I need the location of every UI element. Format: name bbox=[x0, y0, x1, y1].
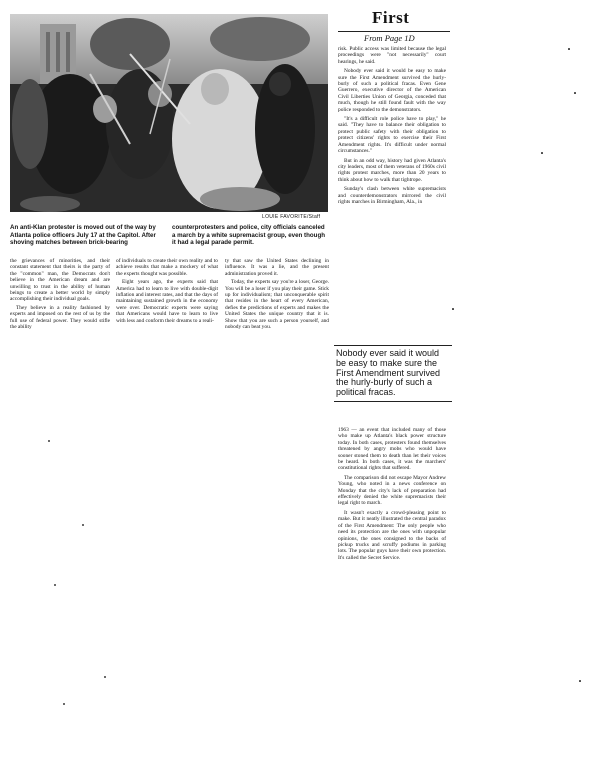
photo-credit: LOUIE FAVORITE/Staff bbox=[262, 214, 321, 220]
scan-speck bbox=[82, 524, 84, 526]
scan-speck bbox=[541, 152, 543, 154]
scan-speck bbox=[452, 308, 454, 310]
paragraph: ty that saw the United States declining in influence. It was a lie, and the present administration proved it. bbox=[225, 258, 329, 277]
divider bbox=[338, 31, 450, 32]
crowd-photo-graphic bbox=[10, 14, 328, 212]
paragraph: Nobody ever said it would be easy to make sure the First Amendment survived the hurly-burly of such a political fracas. Even Gene Guerrero, executive director of the American Civil Liberties Union of Georgia, conceded that much, though he still found fault with the way police responded to the demonstrators. bbox=[338, 68, 446, 113]
article-column-1 bbox=[10, 258, 110, 332]
scan-speck bbox=[568, 48, 570, 50]
article-column-3 bbox=[225, 258, 329, 332]
paragraph: the grievances of minorities, and their constant statement that theirs is the party of the "common" man, the Democrats don't believe in the American dream and are unwilling to trust in the ability of human beings to create a better world by simply accomplishing their individual goals. bbox=[10, 258, 110, 303]
scan-speck bbox=[48, 440, 50, 442]
paragraph: The comparison did not escape Mayor Andrew Young, who noted in a news conference on Monday that the city's lack of preparation had effectively denied the white supremacists their legal right to march. bbox=[338, 474, 446, 507]
article-column-2 bbox=[116, 258, 218, 326]
scan-speck bbox=[104, 676, 106, 678]
paragraph: Eight years ago, the experts said that America had to learn to live with double-digit inflation and interest rates, and that the days of maintaining sustained growth in the economy were over. Democratic experts were saying that Americans would have to learn to live with less and conform their dreams to a reali- bbox=[116, 279, 218, 324]
photo-caption-right: counterprotesters and police, city officials canceled a march by a white supremacist group, even though it had a legal parade permit. bbox=[172, 224, 326, 247]
right-column-top bbox=[338, 46, 446, 208]
pull-quote-text: Nobody ever said it would be easy to make sure the First Amendment survived the hurly-burly of such a political fracas. bbox=[336, 348, 441, 398]
paragraph: They believe in a reality fashioned by experts and imposed on the rest of us by the full use of federal power. They would stifle the ability bbox=[10, 304, 110, 331]
paragraph: risk. Public access was limited because the legal proceedings were "not necessarily" court hearings, he said. bbox=[338, 46, 446, 65]
section-kicker: First bbox=[372, 8, 410, 27]
jump-line: From Page 1D bbox=[364, 33, 415, 43]
pull-quote bbox=[334, 345, 452, 402]
paragraph: Sunday's clash between white supremacists and counterdemonstrators mirrored the civil rights marches in Birmingham, Ala., in bbox=[338, 186, 446, 205]
right-column-bottom bbox=[338, 427, 446, 564]
paragraph: of individuals to create their own reality and to achieve results that make a mockery of what the experts thought was possible. bbox=[116, 258, 218, 277]
paragraph: "It's a difficult role police have to play," he said. "They have to balance their obligation to protect public safety with their obligation to protect citizens' rights to exercise their First Amendment rights. It's difficult under normal circumstances." bbox=[338, 116, 446, 155]
scan-speck bbox=[54, 584, 56, 586]
paragraph: But in an odd way, history had given Atlanta's city leaders, most of them veterans of 1960s civil rights protest marches, more than 20 years to think about how to walk that tightrope. bbox=[338, 157, 446, 183]
news-photo bbox=[10, 14, 328, 212]
scan-speck bbox=[63, 703, 65, 705]
scan-speck bbox=[579, 680, 581, 682]
photo-caption-left: An anti-Klan protester is moved out of the way by Atlanta police officers July 17 at the Capitol. After shoving matches between brick-bearing bbox=[10, 224, 156, 247]
scan-speck bbox=[574, 92, 576, 94]
paragraph: 1963 — an event that included many of those who make up Atlanta's black power structure today. In both cases, protesters found themselves threatened by angry mobs who would have sooner stoned them to death than let their voices be heard. In both cases, it was the marchers' constitutional rights that suffered. bbox=[338, 427, 446, 472]
paragraph: It wasn't exactly a crowd-pleasing point to make. But it neatly illustrated the central paradox of the First Amendment: The only people who need its protection are the ones with unpopular opinions, the ones consigned to the backs of pickup trucks and scruffy podiums in parking lots. The popular guys have their own protection. It's called the Secret Service. bbox=[338, 509, 446, 561]
paragraph: Today, the experts say you're a loser, George. You will be a loser if you play their game. Stick up for individualism; that unconquerable spirit that resides in the heart of every American, defies the predictions of experts and makes the United States the unique country that it is. Show that you are such a person yourself, and nobody can beat you. bbox=[225, 279, 329, 331]
